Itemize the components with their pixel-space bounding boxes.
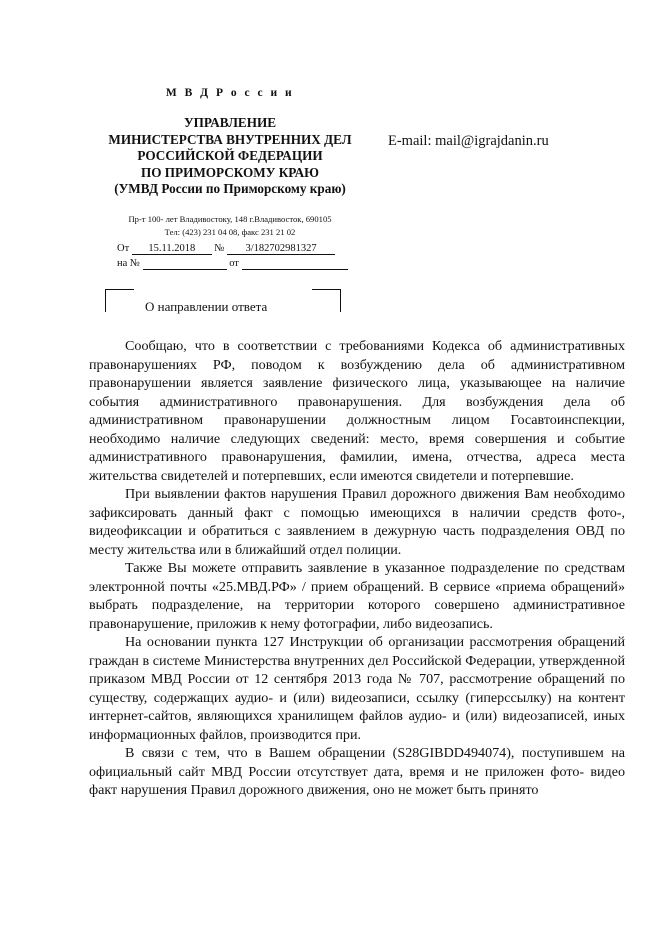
letterhead-title (90, 115, 370, 198)
number-label: № (214, 243, 225, 254)
subject-line: О направлении ответа (145, 299, 268, 314)
incoming-number (143, 258, 227, 270)
body-paragraph: В связи с тем, что в Вашем обращении (S28GIBDD494074), поступившем на официальный сайт МВД России отсутствует дата, время и не приложен фото- видео факт нарушения Правил дорожного движения, оно не может быть принято (89, 745, 625, 798)
reference-number: 3/182702981327 (227, 243, 335, 255)
incoming-date (242, 258, 348, 270)
letterhead-title-line: ПО ПРИМОРСКОМУ КРАЮ (140, 164, 320, 180)
address-line: Пр-т 100- лет Владивостоку, 148 г.Владивосток, 690105 (128, 214, 332, 224)
of-label: от (229, 258, 239, 269)
letterhead-title-line: РОССИЙСКОЙ ФЕДЕРАЦИИ (137, 148, 323, 164)
body-paragraph: Также Вы можете отправить заявление в указанное подразделение по средствам электронной почты «25.МВД.РФ» / прием обращений. В сервисе «приема обращений» выбрать подразделение, на территории которого совершено административное правонарушение, приложив к нему фотографии, либо видеозапись. (89, 560, 625, 632)
reference-line-outgoing (117, 243, 335, 255)
agency-name: М В Д Р о с с и и (165, 87, 295, 99)
from-label: От (117, 243, 130, 254)
letterhead-title-line: (УМВД России по Приморскому краю) (114, 181, 346, 197)
body-paragraph: При выявлении фактов нарушения Правил дорожного движения Вам необходимо зафиксировать данный факт с помощью имеющихся в наличии средств фото-, видеофиксации и обратиться с заявлением в дежурную часть подразделения ОВД по месту жительства или в ближайший отдел полиции. (89, 486, 625, 558)
reference-date: 15.11.2018 (132, 243, 212, 255)
letterhead-title-line: УПРАВЛЕНИЕ (183, 115, 277, 130)
letterhead-title-line: МИНИСТЕРСТВА ВНУТРЕННИХ ДЕЛ (108, 131, 352, 147)
to-label: на № (117, 258, 140, 269)
letter-body (89, 337, 625, 800)
body-paragraph: На основании пункта 127 Инструкции об организации рассмотрения обращений граждан в системе Министерства внутренних дел Российской Федерации, утвержденной приказом МВД России от 12 сентября 2013 года № 707, рассмотрение обращений по существу, содержащих аудио- и (или) видеозаписи, ссылку (гиперссылку) на контент интернет-сайтов, являющихся хранилищем файлов аудио- и (или) видеозаписей, иных информационных файлов, производится при. (89, 634, 625, 743)
reference-line-incoming (117, 258, 348, 270)
body-paragraph: Сообщаю, что в соответствии с требованиями Кодекса об административных правонарушениях РФ, поводом к возбуждению дела об административном правонарушении является заявление физического лица, указывающее на наличие события административного правонарушения. Для возбуждения дела об административном правонарушении должностным лицом Госавтоинспекции, необходимо наличие следующих сведений: место, время совершения и событие административного правонарушения, фамилии, имена, отчества, адреса места жительства свидетелей и потерпевших, если имеются свидетели и потерпевшие. (89, 338, 625, 484)
email-address: E-mail: mail@igrajdanin.ru (388, 133, 549, 149)
phone-line: Тел: (423) 231 04 08, факс 231 21 02 (164, 226, 296, 237)
subject-bracket-left (105, 289, 134, 312)
letterhead-address (90, 213, 370, 238)
subject-bracket-right (312, 289, 341, 312)
